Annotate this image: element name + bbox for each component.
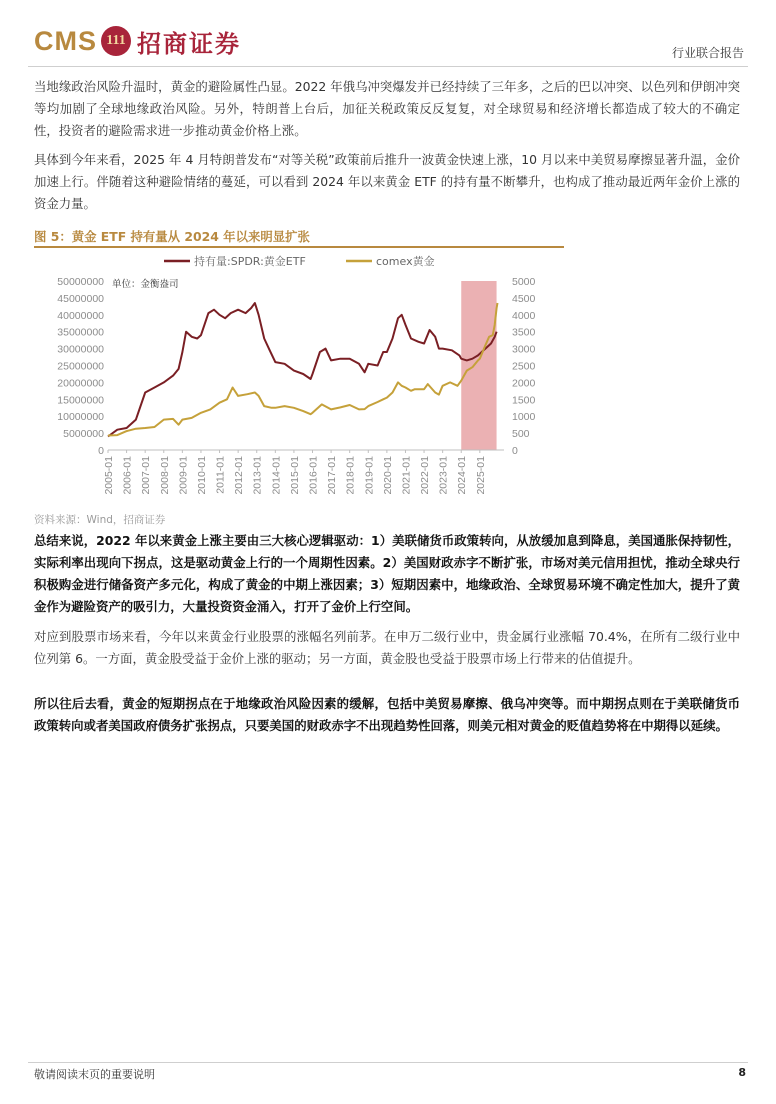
- logo-latin-text: CMS: [34, 25, 97, 56]
- y-left-tick-label: 30000000: [57, 343, 104, 356]
- x-tick-label: 2005-01: [103, 456, 115, 495]
- y-right-tick-label: 2500: [512, 360, 536, 373]
- logo-chinese-text: 招商证券: [137, 29, 241, 58]
- x-tick-label: 2020-01: [381, 456, 394, 495]
- chart-unit-note: 单位：金衡盎司: [112, 279, 179, 290]
- x-tick-label: 2025-01: [474, 456, 487, 495]
- y-right-tick-label: 3000: [512, 343, 536, 356]
- x-tick-label: 2014-01: [270, 456, 283, 495]
- page-header: [28, 22, 748, 70]
- footer-divider: [28, 1062, 748, 1063]
- y-right-tick-label: 4500: [512, 292, 536, 305]
- y-left-tick-label: 15000000: [57, 394, 104, 407]
- y-right-tick-label: 1000: [512, 411, 536, 424]
- y-left-tick-label: 5000000: [63, 428, 104, 441]
- series-line-spdr-etf-holdings: [108, 303, 497, 437]
- paragraph-turning-points: 所以往后去看，黄金的短期拐点在于地缘政治风险因素的缓解，包括中美贸易摩擦、俄乌冲突等。而中期拐点则在于美联储货币政策转向或者美国政府债务扩张拐点，只要美国的财政赤字不出现趋势性回落，则美元相对黄金的贬值趋势将在中期得以延续。: [34, 696, 740, 733]
- header-divider: [28, 66, 748, 67]
- footer-disclaimer: 敬请阅读末页的重要说明: [34, 1068, 155, 1081]
- x-tick-label: 2007-01: [140, 456, 153, 495]
- y-right-tick-label: 4000: [512, 309, 536, 322]
- x-tick-label: 2016-01: [307, 456, 320, 495]
- y-left-tick-label: 35000000: [57, 326, 104, 339]
- x-tick-label: 2011-01: [214, 456, 227, 494]
- x-tick-label: 2006-01: [121, 456, 134, 495]
- x-tick-label: 2013-01: [251, 456, 264, 495]
- company-logo: [34, 24, 241, 58]
- paragraph-2025-outlook: 具体到今年来看，2025 年 4 月特朗普发布“对等关税”政策前后推升一波黄金快速上涨，10 月以来中美贸易摩擦显著升温，金价加速上行。伴随着这种避险情绪的蔓延，可以看到 2024 年以来黄金 ETF 的持有量不断攀升，也构成了推动最近两年金价上涨的资金力量。: [34, 152, 740, 211]
- page-number: 8: [738, 1066, 746, 1079]
- x-tick-label: 2022-01: [419, 456, 432, 495]
- paragraph-geopolitics: 当地缘政治风险升温时，黄金的避险属性凸显。2022 年俄乌冲突爆发并已经持续了三年多，之后的巴以冲突、以色列和伊朗冲突等均加剧了全球地缘政治风险。另外，特朗普上台后，加征关税政策反反复复，对全球贸易和经济增长都造成了较大的不确定性，投资者的避险需求进一步推动黄金价格上涨。: [34, 79, 740, 138]
- report-type-label: 行业联合报告: [671, 46, 744, 60]
- y-left-tick-label: 20000000: [57, 377, 104, 390]
- x-tick-label: 2009-01: [177, 456, 190, 495]
- x-tick-label: 2010-01: [195, 456, 208, 495]
- y-right-tick-label: 500: [512, 428, 530, 441]
- y-right-tick-label: 2000: [512, 377, 536, 390]
- figure-title-rule: [34, 246, 564, 248]
- x-tick-label: 2019-01: [363, 456, 376, 495]
- highlight-band: [461, 281, 496, 450]
- figure-source: 资料来源：Wind，招商证券: [34, 514, 166, 526]
- figure-title: 图 5：黄金 ETF 持有量从 2024 年以来明显扩张: [34, 229, 310, 244]
- x-tick-label: 2008-01: [158, 456, 171, 495]
- y-left-tick-label: 50000000: [57, 276, 104, 288]
- paragraph-stock-market: 对应到股票市场来看，今年以来黄金行业股票的涨幅名列前茅。在申万二级行业中，贵金属行业涨幅 70.4%，在所有二级行业中位列第 6。一方面，黄金股受益于金价上涨的驱动；另一方面，黄金股也受益于股票市场上行带来的估值提升。: [34, 629, 740, 666]
- y-right-tick-label: 0: [512, 445, 518, 457]
- y-left-tick-label: 10000000: [57, 411, 104, 424]
- x-tick-label: 2024-01: [456, 456, 469, 495]
- x-tick-label: 2021-01: [400, 456, 413, 495]
- y-left-tick-label: 0: [98, 445, 104, 457]
- legend-label: comex黄金: [376, 255, 435, 268]
- x-tick-label: 2012-01: [233, 456, 246, 495]
- x-tick-label: 2018-01: [344, 456, 357, 495]
- series-line-comex-gold: [108, 303, 498, 436]
- y-left-tick-label: 25000000: [57, 360, 104, 373]
- y-right-tick-label: 5000: [512, 276, 536, 288]
- paragraph-summary-drivers: 总结来说，2022 年以来黄金上涨主要由三大核心逻辑驱动：1）美联储货币政策转向，从放缓加息到降息，美国通胀保持韧性，实际利率出现向下拐点，这是驱动黄金上行的一个周期性因素。2）美国财政赤字不断扩张，市场对美元信用担忧，推动全球央行积极购金进行储备资产多元化，构成了黄金的中期上涨因素；3）短期因素中，地缘政治、全球贸易环境不确定性加大，提升了黄金作为避险资产的吸引力，大量投资资金涌入，打开了金价上行空间。: [34, 533, 740, 614]
- logo-seal-icon: 111: [101, 26, 131, 56]
- y-right-tick-label: 1500: [512, 394, 536, 407]
- etf-holdings-gold-price-chart: [34, 249, 554, 511]
- y-left-tick-label: 45000000: [57, 292, 104, 305]
- x-tick-label: 2023-01: [437, 456, 450, 495]
- y-right-tick-label: 3500: [512, 326, 536, 339]
- legend-label: 持有量:SPDR:黄金ETF: [194, 255, 306, 268]
- x-tick-label: 2015-01: [288, 456, 301, 495]
- y-left-tick-label: 40000000: [57, 309, 104, 322]
- x-tick-label: 2017-01: [326, 456, 339, 495]
